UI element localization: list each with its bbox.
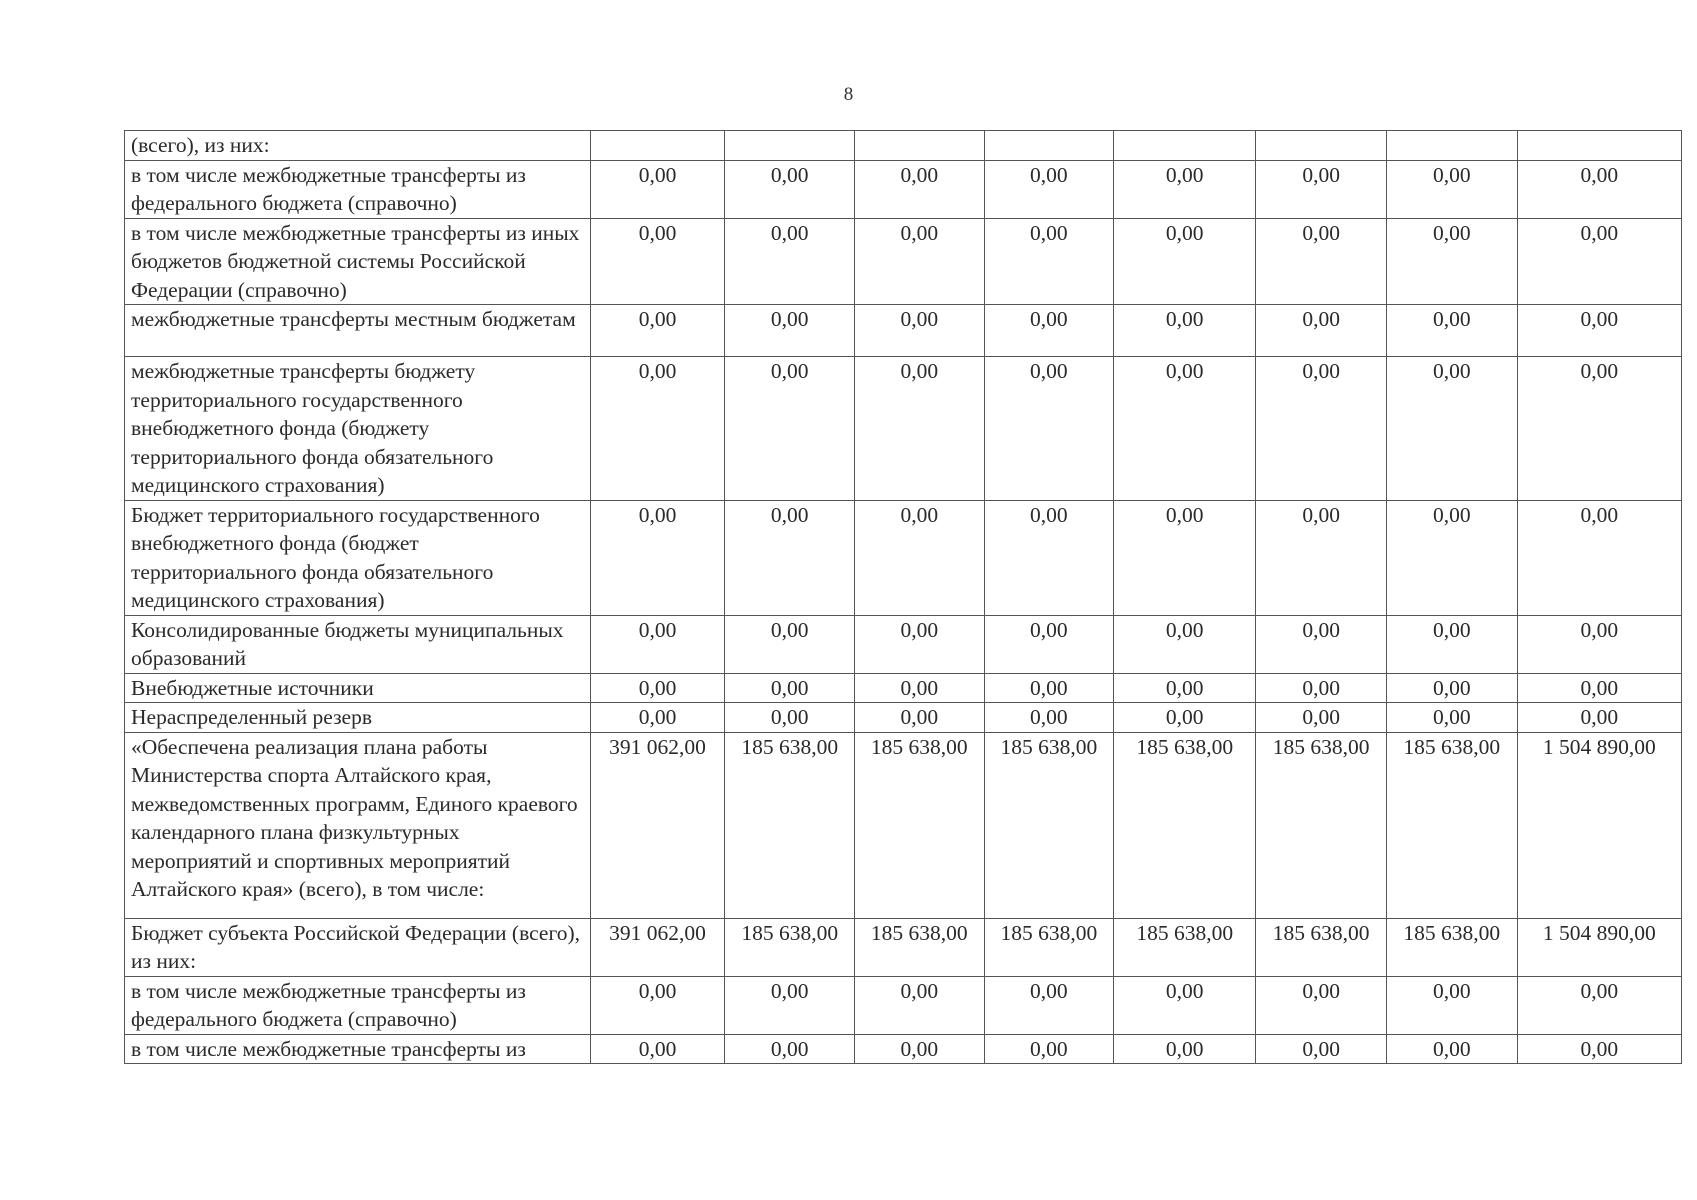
value-cell: 0,00 — [1517, 357, 1681, 501]
value-cell — [1517, 131, 1681, 161]
value-cell: 0,00 — [1256, 218, 1387, 305]
value-cell: 0,00 — [1256, 160, 1387, 218]
value-cell: 0,00 — [984, 1034, 1114, 1064]
value-cell: 0,00 — [725, 615, 855, 673]
row-label: в том числе межбюджетные трансферты из иных бюджетов бюджетной системы Российской Федерации (справочно) — [125, 218, 591, 305]
value-cell — [725, 131, 855, 161]
table-row — [125, 160, 1682, 218]
value-cell: 185 638,00 — [1114, 732, 1256, 918]
value-cell: 185 638,00 — [855, 732, 985, 918]
value-cell: 0,00 — [1517, 1034, 1681, 1064]
value-cell: 0,00 — [1386, 160, 1517, 218]
value-cell: 0,00 — [855, 615, 985, 673]
value-cell: 0,00 — [1114, 218, 1256, 305]
value-cell: 0,00 — [984, 703, 1114, 733]
value-cell: 0,00 — [984, 976, 1114, 1034]
value-cell: 0,00 — [984, 218, 1114, 305]
table-row — [125, 500, 1682, 615]
row-label: Бюджет территориального государственного внебюджетного фонда (бюджет территориального фонда обязательного медицинского страхования) — [125, 500, 591, 615]
value-cell: 0,00 — [1256, 305, 1387, 357]
row-label: в том числе межбюджетные трансферты из — [125, 1034, 591, 1064]
value-cell — [984, 131, 1114, 161]
value-cell: 0,00 — [984, 500, 1114, 615]
value-cell: 0,00 — [1386, 218, 1517, 305]
value-cell: 0,00 — [1517, 976, 1681, 1034]
value-cell: 0,00 — [725, 305, 855, 357]
value-cell: 185 638,00 — [1256, 918, 1387, 976]
value-cell: 0,00 — [984, 305, 1114, 357]
value-cell: 185 638,00 — [984, 732, 1114, 918]
value-cell: 0,00 — [725, 673, 855, 703]
value-cell: 0,00 — [725, 703, 855, 733]
table-row — [125, 218, 1682, 305]
value-cell — [590, 131, 725, 161]
value-cell: 0,00 — [1517, 218, 1681, 305]
value-cell: 0,00 — [1386, 703, 1517, 733]
table-row — [125, 615, 1682, 673]
value-cell: 0,00 — [590, 305, 725, 357]
value-cell: 0,00 — [725, 357, 855, 501]
value-cell: 185 638,00 — [725, 732, 855, 918]
value-cell: 391 062,00 — [590, 918, 725, 976]
value-cell: 0,00 — [1114, 500, 1256, 615]
value-cell: 0,00 — [984, 357, 1114, 501]
value-cell: 0,00 — [855, 160, 985, 218]
value-cell: 0,00 — [1114, 357, 1256, 501]
row-label: Нераспределенный резерв — [125, 703, 591, 733]
value-cell: 0,00 — [984, 673, 1114, 703]
value-cell: 0,00 — [590, 357, 725, 501]
value-cell: 0,00 — [590, 976, 725, 1034]
value-cell: 0,00 — [1386, 673, 1517, 703]
value-cell: 0,00 — [590, 673, 725, 703]
table-row — [125, 732, 1682, 918]
value-cell — [1386, 131, 1517, 161]
value-cell: 185 638,00 — [1386, 918, 1517, 976]
value-cell: 0,00 — [855, 1034, 985, 1064]
value-cell: 0,00 — [725, 218, 855, 305]
table-row — [125, 1034, 1682, 1064]
row-label: межбюджетные трансферты местным бюджетам — [125, 305, 591, 357]
value-cell — [1114, 131, 1256, 161]
value-cell: 0,00 — [1114, 673, 1256, 703]
value-cell: 185 638,00 — [1256, 732, 1387, 918]
value-cell: 0,00 — [1386, 305, 1517, 357]
value-cell: 0,00 — [590, 218, 725, 305]
value-cell: 0,00 — [1256, 357, 1387, 501]
value-cell: 391 062,00 — [590, 732, 725, 918]
value-cell: 185 638,00 — [855, 918, 985, 976]
value-cell: 0,00 — [1114, 703, 1256, 733]
value-cell: 0,00 — [1256, 703, 1387, 733]
value-cell: 0,00 — [1386, 976, 1517, 1034]
value-cell: 0,00 — [1256, 673, 1387, 703]
row-label: межбюджетные трансферты бюджету территориального государственного внебюджетного фонда (бюджету территориального фонда обязательного медицинского страхования) — [125, 357, 591, 501]
value-cell: 0,00 — [1256, 1034, 1387, 1064]
value-cell: 0,00 — [1517, 305, 1681, 357]
value-cell: 0,00 — [984, 615, 1114, 673]
page-number: 8 — [843, 84, 854, 105]
value-cell: 185 638,00 — [1386, 732, 1517, 918]
row-label: в том числе межбюджетные трансферты из федерального бюджета (справочно) — [125, 976, 591, 1034]
value-cell: 0,00 — [855, 673, 985, 703]
table-row — [125, 918, 1682, 976]
value-cell: 0,00 — [1256, 500, 1387, 615]
value-cell: 0,00 — [590, 703, 725, 733]
value-cell: 0,00 — [1517, 500, 1681, 615]
value-cell: 0,00 — [855, 976, 985, 1034]
value-cell: 0,00 — [1517, 673, 1681, 703]
table-row — [125, 305, 1682, 357]
row-label: в том числе межбюджетные трансферты из федерального бюджета (справочно) — [125, 160, 591, 218]
row-label: Бюджет субъекта Российской Федерации (всего), из них: — [125, 918, 591, 976]
value-cell: 0,00 — [1517, 160, 1681, 218]
table-row — [125, 703, 1682, 733]
value-cell: 0,00 — [855, 703, 985, 733]
value-cell: 0,00 — [1114, 615, 1256, 673]
value-cell: 0,00 — [590, 615, 725, 673]
value-cell: 0,00 — [725, 976, 855, 1034]
value-cell: 0,00 — [1386, 1034, 1517, 1064]
value-cell: 0,00 — [855, 500, 985, 615]
value-cell: 0,00 — [1386, 615, 1517, 673]
value-cell: 0,00 — [1114, 976, 1256, 1034]
value-cell — [855, 131, 985, 161]
value-cell: 0,00 — [984, 160, 1114, 218]
value-cell: 0,00 — [725, 1034, 855, 1064]
value-cell: 0,00 — [1256, 976, 1387, 1034]
table-row — [125, 976, 1682, 1034]
table-row — [125, 131, 1682, 161]
row-label: (всего), из них: — [125, 131, 591, 161]
value-cell — [1256, 131, 1387, 161]
value-cell: 0,00 — [855, 305, 985, 357]
value-cell: 0,00 — [855, 218, 985, 305]
value-cell: 185 638,00 — [984, 918, 1114, 976]
value-cell: 1 504 890,00 — [1517, 732, 1681, 918]
value-cell: 0,00 — [725, 500, 855, 615]
value-cell: 0,00 — [590, 1034, 725, 1064]
table-row — [125, 357, 1682, 501]
row-label: Внебюджетные источники — [125, 673, 591, 703]
table-row — [125, 673, 1682, 703]
value-cell: 0,00 — [1114, 160, 1256, 218]
budget-table — [124, 130, 1682, 1064]
value-cell: 0,00 — [1386, 357, 1517, 501]
value-cell: 0,00 — [1114, 1034, 1256, 1064]
value-cell: 185 638,00 — [1114, 918, 1256, 976]
value-cell: 1 504 890,00 — [1517, 918, 1681, 976]
value-cell: 0,00 — [1517, 703, 1681, 733]
value-cell: 185 638,00 — [725, 918, 855, 976]
value-cell: 0,00 — [725, 160, 855, 218]
row-label: «Обеспечена реализация плана работы Министерства спорта Алтайского края, межведомственных программ, Единого краевого календарного плана физкультурных мероприятий и спортивных мероприятий Алтайского края» (всего), в том числе: — [125, 732, 591, 918]
row-label: Консолидированные бюджеты муниципальных образований — [125, 615, 591, 673]
value-cell: 0,00 — [590, 500, 725, 615]
value-cell: 0,00 — [1114, 305, 1256, 357]
value-cell: 0,00 — [855, 357, 985, 501]
value-cell: 0,00 — [1256, 615, 1387, 673]
value-cell: 0,00 — [1386, 500, 1517, 615]
value-cell: 0,00 — [590, 160, 725, 218]
value-cell: 0,00 — [1517, 615, 1681, 673]
